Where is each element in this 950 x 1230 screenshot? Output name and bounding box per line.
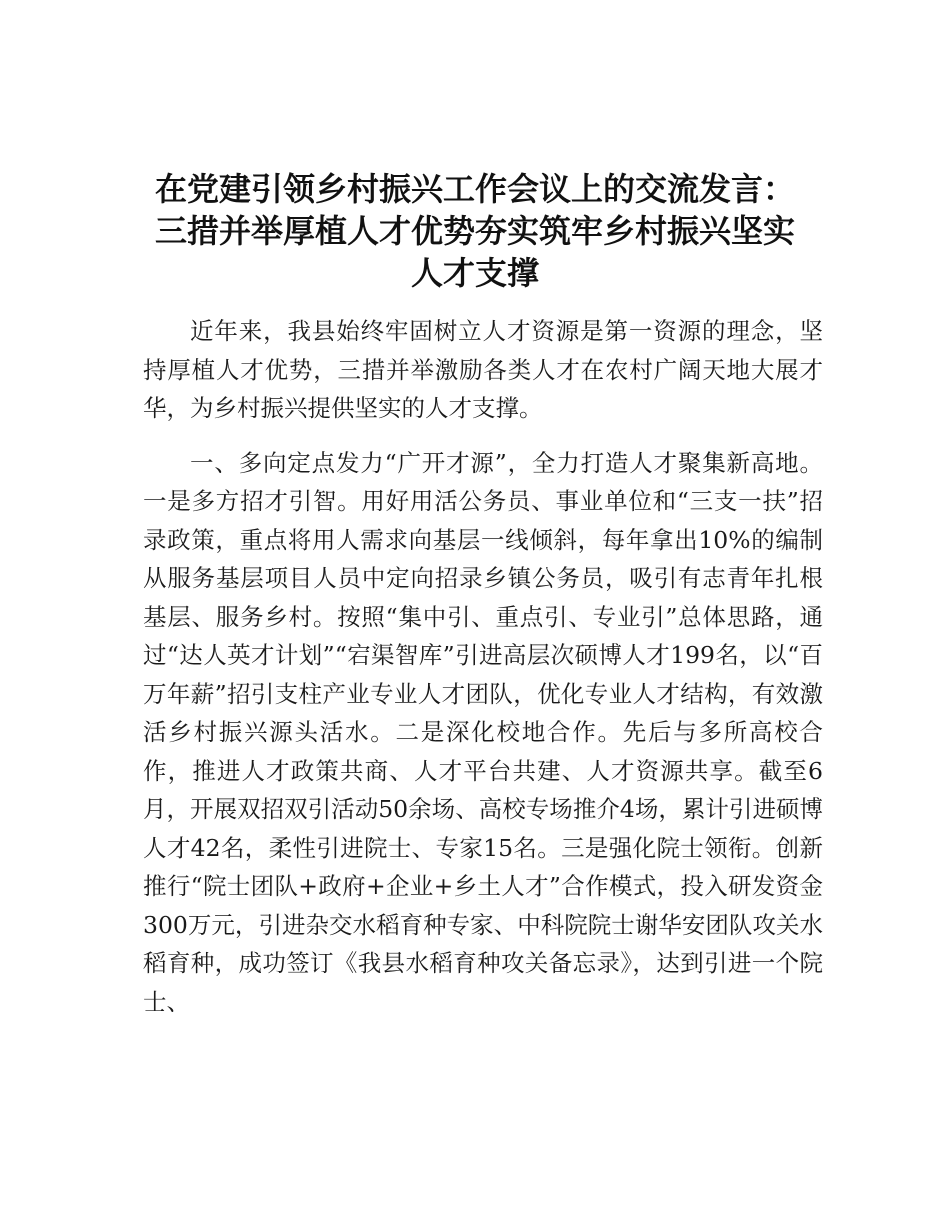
title-line-1: 在党建引领乡村振兴工作会议上的交流发言：	[154, 170, 795, 208]
document-title	[120, 168, 830, 294]
document-body	[143, 312, 823, 1021]
title-line-2: 三措并举厚植人才优势夯实筑牢乡村振兴坚实	[154, 212, 795, 250]
paragraph-intro: 近年来，我县始终牢固树立人才资源是第一资源的理念，坚持厚植人才优势，三措并举激励各类人才在农村广阔天地大展才华，为乡村振兴提供坚实的人才支撑。	[143, 317, 823, 422]
paragraph-section-one: 一、多向定点发力“广开才源”，全力打造人才聚集新高地。一是多方招才引智。用好用活公务员、事业单位和“三支一扶”招录政策，重点将用人需求向基层一线倾斜，每年拿出10%的编制从服务基层项目人员中定向招录乡镇公务员，吸引有志青年扎根基层、服务乡村。按照“集中引、重点引、专业引”总体思路，通过“达人英才计划”“宕渠智库”引进高层次硕博人才199名，以“百万年薪”招引支柱产业专业人才团队，优化专业人才结构，有效激活乡村振兴源头活水。二是深化校地合作。先后与多所高校合作，推进人才政策共商、人才平台共建、人才资源共享。截至6月，开展双招双引活动50余场、高校专场推介4场，累计引进硕博人才42名，柔性引进院士、专家15名。三是强化院士领衔。创新推行“院士团队+政府+企业+乡土人才”合作模式，投入研发资金300万元，引进杂交水稻育种专家、中科院院士谢华安团队攻关水稻育种，成功签订《我县水稻育种攻关备忘录》，达到引进一个院士、	[143, 448, 823, 1016]
title-line-3: 人才支撑	[410, 254, 539, 292]
